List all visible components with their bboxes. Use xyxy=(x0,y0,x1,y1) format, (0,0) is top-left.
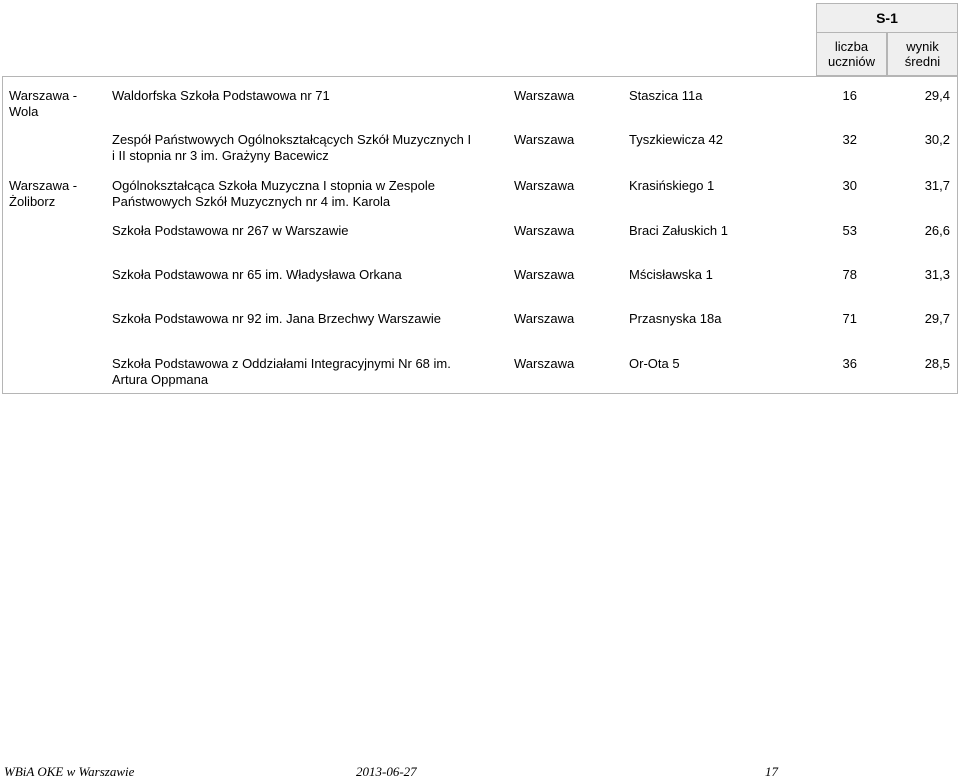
school-name-line-1: Ogólnokształcąca Szkoła Muzyczna I stopnia w Zespole xyxy=(112,178,435,193)
footer-publisher: WBiA OKE w Warszawie xyxy=(4,764,135,779)
student-count: 53 xyxy=(842,223,857,238)
school-city: Warszawa xyxy=(514,132,575,147)
student-count: 78 xyxy=(842,267,857,282)
average-score: 31,3 xyxy=(924,267,950,282)
district-zoliborz xyxy=(9,178,77,210)
school-name: Waldorfska Szkoła Podstawowa nr 71 xyxy=(112,88,330,103)
average-score-header xyxy=(887,33,958,76)
school-street: Tyszkiewicza 42 xyxy=(629,132,723,147)
school-street: Przasnyska 18a xyxy=(629,311,722,326)
school-name-line-1: Zespół Państwowych Ogólnokształcących Szkół Muzycznych I xyxy=(112,132,472,147)
school-city: Warszawa xyxy=(514,223,575,238)
school-city: Warszawa xyxy=(514,88,575,103)
average-score-header-line-1: wynik xyxy=(906,39,939,54)
average-score: 30,2 xyxy=(924,132,950,147)
student-count: 30 xyxy=(842,178,857,193)
school-city: Warszawa xyxy=(514,311,575,326)
average-score: 28,5 xyxy=(924,356,950,371)
school-name xyxy=(112,356,451,388)
school-name: Szkoła Podstawowa nr 92 im. Jana Brzechwy Warszawie xyxy=(112,311,441,326)
school-name: Szkoła Podstawowa nr 65 im. Władysława Orkana xyxy=(112,267,402,282)
district-wola xyxy=(9,88,77,120)
school-city: Warszawa xyxy=(514,178,575,193)
school-name-line-1: Szkoła Podstawowa z Oddziałami Integracyjnymi Nr 68 im. xyxy=(112,356,451,371)
footer-date: 2013-06-27 xyxy=(356,764,417,779)
average-score: 29,4 xyxy=(924,88,950,103)
student-count: 36 xyxy=(842,356,857,371)
district-zoliborz-line-2: Żoliborz xyxy=(9,194,56,209)
student-count: 32 xyxy=(842,132,857,147)
district-zoliborz-line-1: Warszawa - xyxy=(9,178,78,193)
school-city: Warszawa xyxy=(514,267,575,282)
student-count-header-line-1: liczba xyxy=(834,39,869,54)
district-wola-line-1: Warszawa - xyxy=(9,88,78,103)
student-count: 16 xyxy=(842,88,857,103)
school-name-line-2: i II stopnia nr 3 im. Grażyny Bacewicz xyxy=(112,148,329,163)
school-street: Krasińskiego 1 xyxy=(629,178,715,193)
school-name xyxy=(112,178,435,210)
school-street: Or-Ota 5 xyxy=(629,356,680,371)
school-name: Szkoła Podstawowa nr 267 w Warszawie xyxy=(112,223,349,238)
school-street: Staszica 11a xyxy=(629,88,703,103)
average-score: 29,7 xyxy=(924,311,950,326)
student-count-header xyxy=(816,33,887,76)
average-score: 31,7 xyxy=(924,178,950,193)
school-name-line-2: Państwowych Szkół Muzycznych nr 4 im. Karola xyxy=(112,194,391,209)
footer-page-number: 17 xyxy=(765,764,778,779)
district-wola-line-2: Wola xyxy=(9,104,39,119)
student-count-header-line-2: uczniów xyxy=(828,54,875,69)
average-score: 26,6 xyxy=(924,223,950,238)
subject-header: S-1 xyxy=(816,3,958,33)
student-count: 71 xyxy=(842,311,857,326)
school-name-line-2: Artura Oppmana xyxy=(112,372,209,387)
school-street: Braci Załuskich 1 xyxy=(629,223,728,238)
average-score-header-line-2: średni xyxy=(904,54,941,69)
school-street: Mścisławska 1 xyxy=(629,267,713,282)
school-city: Warszawa xyxy=(514,356,575,371)
school-name xyxy=(112,132,471,164)
